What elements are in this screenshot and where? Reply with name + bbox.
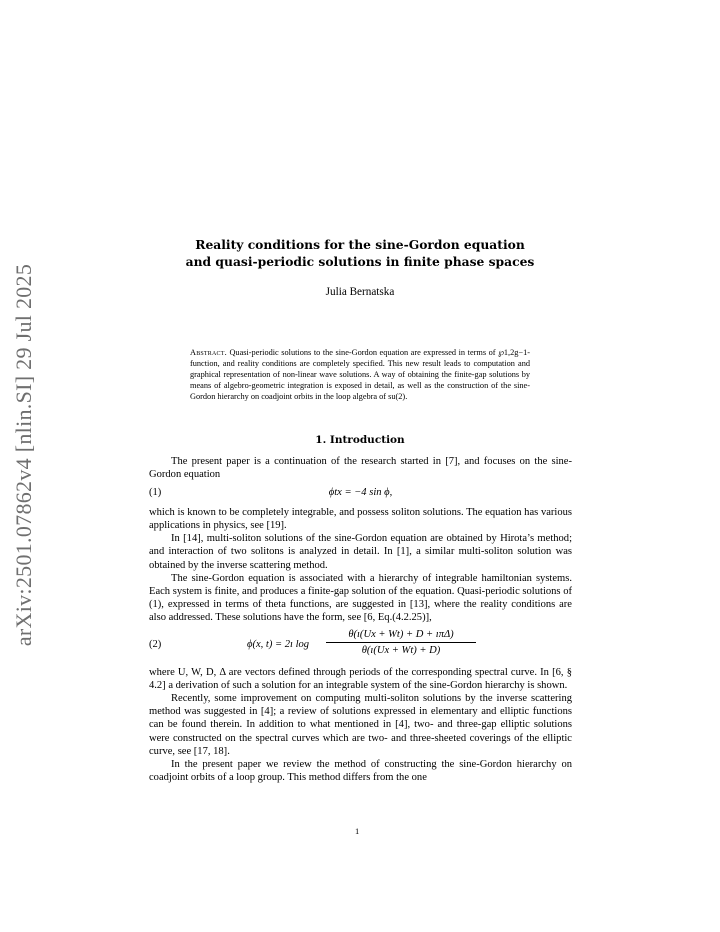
equation-1 (149, 485, 572, 502)
equation-1-formula: ϕtx = −4 sin ϕ, (328, 487, 393, 499)
paragraph-5: where U, W, D, Δ are vectors defined through periods of the corresponding spectral curve. In [6, § 4.2] a derivation of such a solution for an integrable system of the sine-Gordon hierarchy is shown. (149, 667, 572, 692)
equation-2-lhs: ϕ(x, t) = 2ı log (247, 639, 310, 651)
equation-2-numerator: θ(ı(Ux + Wt) + D + ıπΔ) (326, 628, 476, 643)
paper-title (150, 236, 570, 270)
paragraph-2: which is known to be completely integrable, and possess soliton solutions. The equation has various applications in physics, see [19]. (149, 507, 572, 532)
abstract (190, 347, 530, 402)
page-number: 1 (355, 826, 360, 836)
paragraph-7: In the present paper we review the method of constructing the sine-Gordon hierarchy on coadjoint orbits of a loop group. This method differs from the one (149, 758, 572, 783)
equation-2-number: (2) (149, 639, 162, 651)
body-text (149, 455, 572, 784)
paragraph-1: The present paper is a continuation of the research started in [7], and focuses on the sine-Gordon equation (149, 456, 572, 481)
abstract-label: Abstract. (190, 348, 227, 357)
abstract-text: Quasi-periodic solutions to the sine-Gordon equation are expressed in terms of ℘1,2g−1-function, and reality conditions are completely specified. This new result leads to computation and graphical representation of non-linear wave solutions. A way of obtaining the finite-gap solutions by means of algebro-geometric integration is exposed in detail, as well as the construction of the sine-Gordon hierarchy on coadjoint orbits in the loop algebra of su(2). (190, 348, 530, 402)
author-name: Julia Bernatska (325, 286, 395, 298)
paragraph-4: The sine-Gordon equation is associated with a hierarchy of integrable hamiltonian systems. Each system is finite, and produces a finite-gap solution of the equation. Quasi-periodic solutions of (1), expressed in terms of theta functions, are suggested in [13], where the reality conditions are also addressed. These solutions have the form, see [6, Eq.(4.2.25)], (149, 572, 572, 623)
paragraph-3: In [14], multi-soliton solutions of the sine-Gordon equation are obtained by Hirota’s method; and interaction of two solitons is analyzed in detail. In [1], a similar multi-soliton solution was obtained by the inverse scattering method. (149, 533, 572, 571)
section-heading: 1. Introduction (315, 434, 405, 446)
equation-1-number: (1) (149, 487, 162, 499)
equation-2 (149, 628, 572, 662)
paragraph-6: Recently, some improvement on computing multi-soliton solutions by the inverse scattering method was suggested in [4]; a review of solutions expressed in elementary and elliptic functions can be found therein. In addition to what mentioned in [4], two- and three-gap elliptic solutions were constructed on the spectral curves which are two- and three-sheeted coverings of the elliptic curve, see [17, 18]. (149, 693, 572, 757)
equation-2-denominator: θ(ı(Ux + Wt) + D) (361, 645, 441, 657)
title-line-1: Reality conditions for the sine-Gordon equation (195, 237, 525, 252)
arxiv-identifier: arXiv:2501.07862v4 [nlin.SI] 29 Jul 2025 (11, 263, 36, 647)
title-line-2: and quasi-periodic solutions in finite phase spaces (185, 254, 535, 269)
equation-2-fraction (326, 628, 476, 657)
